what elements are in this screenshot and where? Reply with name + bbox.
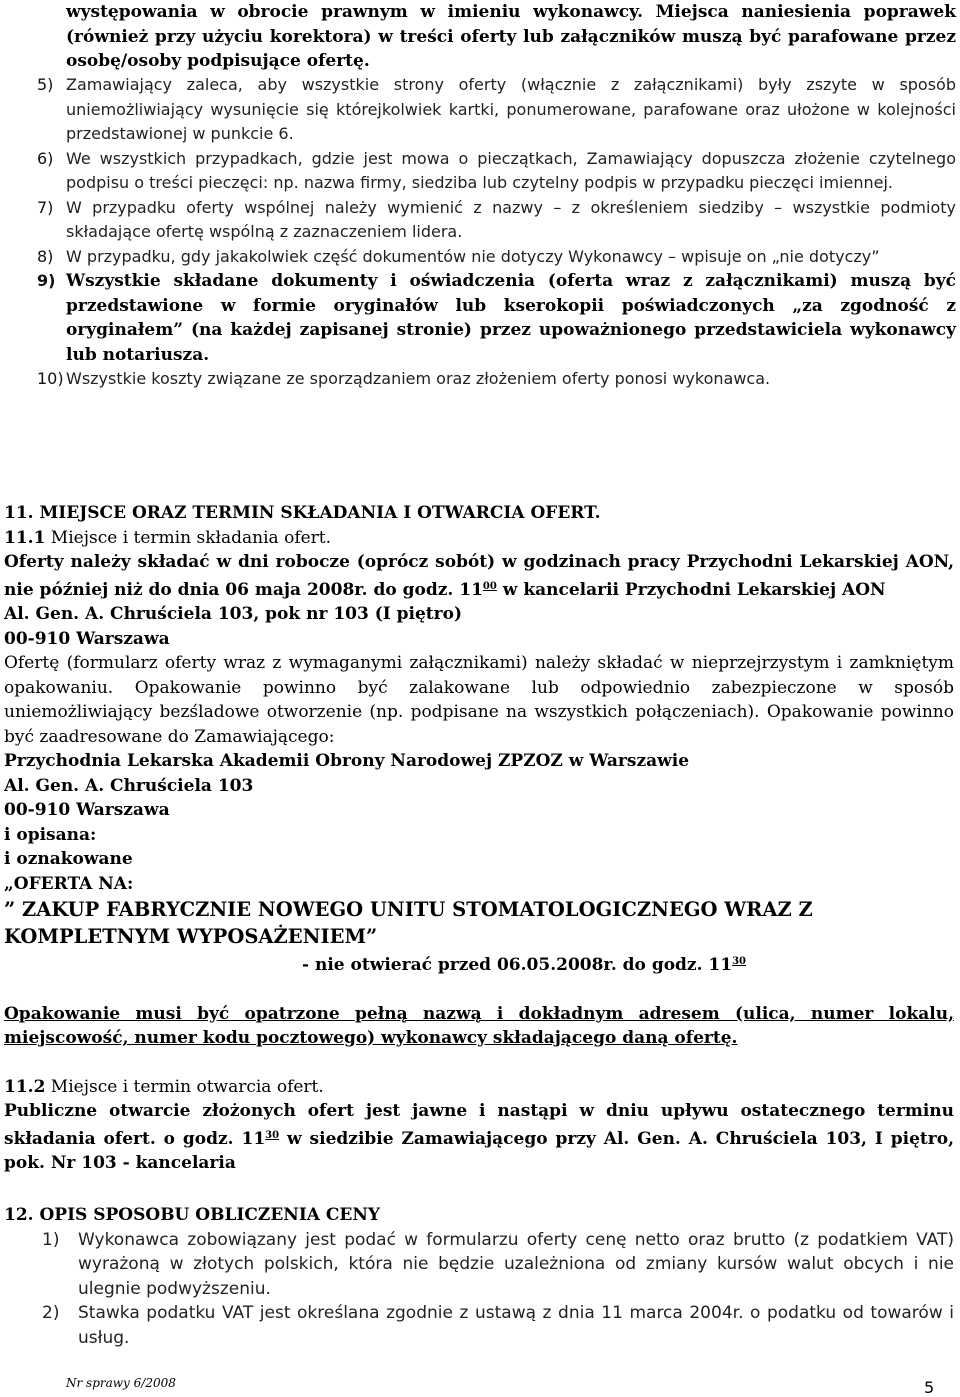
continuation-paragraph [66,0,956,74]
submission-city: 00-910 Warszawa [4,628,170,649]
item-text: W przypadku, gdy jakakolwiek część dokumentów nie dotyczy Wykonawcy – wpisuje on „nie dotyczy” [66,246,880,266]
section-heading: 12. OPIS SPOSOBU OBLICZENIA CENY [4,1205,381,1225]
items-list [0,73,956,392]
item-number: 5) [37,75,54,94]
item-number: 1) [42,1229,60,1250]
do-not-open-notice [4,950,954,978]
opening-terms-text: Publiczne otwarcie złożonych ofert jest jawne i nastąpi w dniu upływu ostatecznego terminu składania ofert. o godz. 11 [4,1101,954,1149]
subsection-number: 11.2 [4,1076,46,1097]
item-number: 6) [37,148,54,168]
list-item [0,367,956,392]
subsection-number: 11.1 [4,527,46,548]
item-number: 2) [42,1303,60,1323]
submission-terms-text: Oferty należy składać w dni robocze (oprócz sobót) w godzinach pracy Przychodni Lekarskiej AON, nie później niż do dnia 06 maja 2008r. do godz. 11 [4,552,954,600]
item-number: 8) [37,246,54,266]
time-superscript: 30 [265,1129,280,1141]
list-item [4,1301,954,1350]
section-11 [4,501,954,1176]
section-12 [4,1203,954,1350]
continuation-text: występowania w obrocie prawnym w imieniu wykonawcy. Miejsca naniesienia poprawek (również przy użyciu korektora) w treści oferty lub załączników muszą być parafowane przez osobę/osoby podpisujące ofertę. [66,2,956,71]
item-number: 10) [37,369,64,388]
marked-label: i oznakowane [4,849,133,869]
item-text: Wszystkie koszty związane ze sporządzaniem oraz złożeniem oferty ponosi wykonawca. [66,369,771,388]
offer-for-label: „OFERTA NA: [4,873,134,894]
subsection-label: Miejsce i termin składania ofert. [45,527,332,548]
list-item [4,1228,954,1302]
addressee-city: 00-910 Warszawa [4,800,170,820]
submission-terms [4,550,954,602]
page-number: 5 [924,1378,935,1397]
subsection-label: Miejsce i termin otwarcia ofert. [45,1076,324,1097]
subsection-title [4,1075,954,1100]
packaging-paragraph: Ofertę (formularz oferty wraz z wymaganymi załącznikami) należy składać w nieprzejrzystym i zamkniętym opakowaniu. Opakowanie powinno być zalakowane lub odpowiednio zabezpieczone w sposób uniemożliwiający bezśladowe otworzenie (np. podpisane na wszystkich połączeniach). Opakowanie powinno być zaadresowane do Zamawiającego: [4,653,954,747]
opening-terms [4,1099,954,1176]
case-number: Nr sprawy 6/2008 [66,1376,176,1390]
time-superscript: 30 [732,956,746,967]
addressee-name: Przychodnia Lekarska Akademii Obrony Narodowej ZPZOZ w Warszawie [4,751,690,771]
item-text: Zamawiający zaleca, aby wszystkie strony oferty (włącznie z załącznikami) były zszyte w sposób uniemożliwiający wysunięcie się którejkolwiek kartki, ponumerowane, parafowane oraz ułożone w kolejności przedstawionej w punkcie 6. [66,75,956,143]
section-heading: 11. MIEJSCE ORAZ TERMIN SKŁADANIA I OTWARCIA OFERT. [4,503,601,523]
do-not-open-text: - nie otwierać przed 06.05.2008r. do godz. 11 [301,955,733,975]
item-text: Wszystkie składane dokumenty i oświadczenia (oferta wraz z załącznikami) muszą być przedstawione w formie oryginałów lub kserokopii poświadczonych „za zgodność z oryginałem” (na każdej zapisanej stronie) przez upoważnionego przedstawiciela wykonawcy lub notariusza. [66,271,956,365]
time-superscript: 00 [482,580,497,592]
list-item [0,269,956,367]
item-number: 9) [37,271,56,290]
item-text: We wszystkich przypadkach, gdzie jest mowa o pieczątkach, Zamawiający dopuszcza złożenie czytelnego podpisu o treści pieczęci: np. nazwa firmy, siedziba lub czytelny podpis w przypadku pieczęci imiennej. [66,148,956,192]
list-item [0,73,956,147]
submission-address: Al. Gen. A. Chruściela 103, pok nr 103 (I piętro) [4,604,462,624]
item-text: W przypadku oferty wspólnej należy wymienić z nazwy – z określeniem siedziby – wszystkie podmioty składające ofertę wspólną z zaznaczeniem lidera. [66,197,956,241]
submission-terms-tail: w kancelarii Przychodni Lekarskiej AON [496,579,886,600]
item-number: 7) [37,197,54,217]
list-item [0,196,956,245]
opening-terms-tail: w siedzibie Zamawiającego przy Al. Gen. A. Chruściela 103, I piętro, pok. Nr 103 - kancelaria [4,1128,954,1173]
subsection-title [4,526,954,551]
addressee-address: Al. Gen. A. Chruściela 103 [4,775,254,796]
described-label: i opisana: [4,824,97,845]
item-text: Wykonawca zobowiązany jest podać w formularzu oferty cenę netto oraz brutto (z podatkiem VAT) wyrażoną w złotych polskich, która nie będzie uzależniona od zmiany kursów walut obcych i nie ulegnie podwyższeniu. [78,1229,954,1299]
list-item [0,245,956,270]
item-text: Stawka podatku VAT jest określana zgodnie z ustawą z dnia 11 marca 2004r. o podatku od towarów i usług. [78,1303,954,1348]
label-requirement: Opakowanie musi być opatrzone pełną nazwą i dokładnym adresem (ulica, numer lokalu, miejscowość, numer kodu pocztowego) wykonawcy składającego daną ofertę. [4,1003,954,1048]
offer-subject: ” ZAKUP FABRYCZNIE NOWEGO UNITU STOMATOLOGICZNEGO WRAZ Z KOMPLETNYM WYPOSAŻENIEM” [4,898,813,948]
list-item [0,147,956,196]
